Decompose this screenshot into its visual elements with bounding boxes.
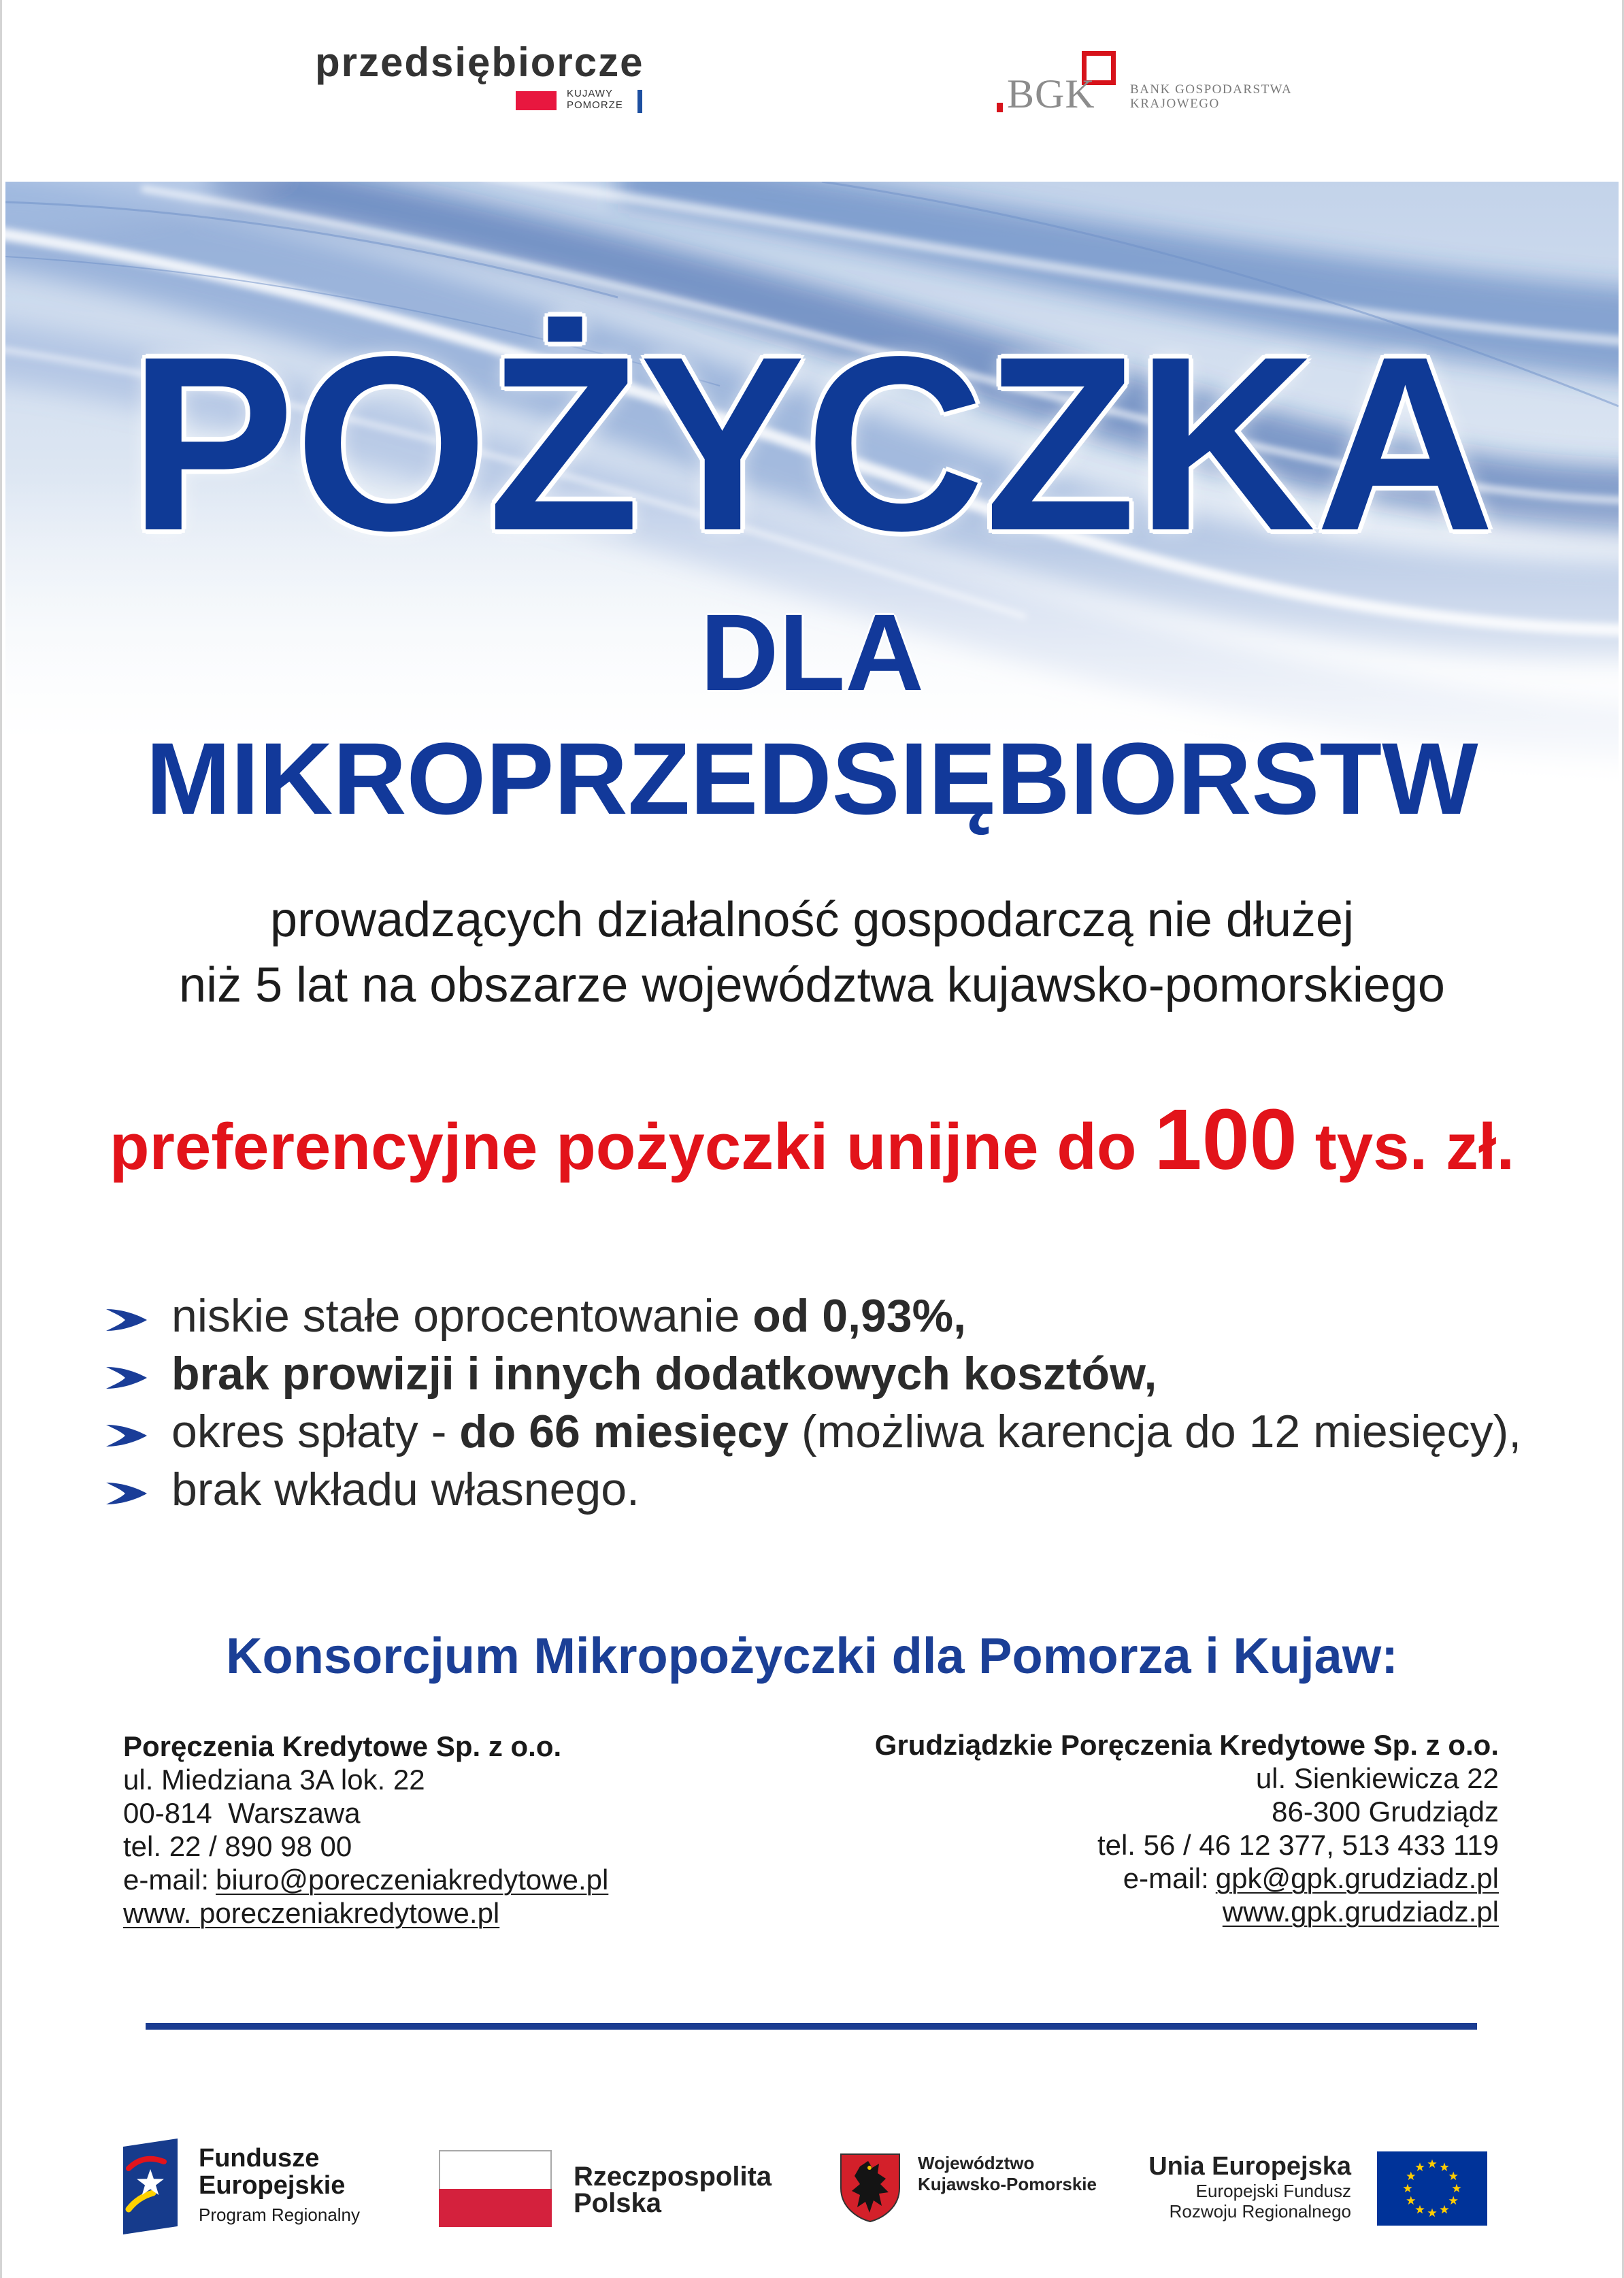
contact-website-link[interactable]: www. poreczeniakredytowe.pl [123, 1897, 500, 1929]
polish-flag-icon [439, 2150, 552, 2227]
contact-email-label: e-mail: [1123, 1862, 1209, 1894]
chevron-right-icon [105, 1480, 148, 1507]
offer-amount: 100 [1154, 1091, 1297, 1187]
contact-company-name: Poręczenia Kredytowe Sp. z o.o. [123, 1730, 562, 1762]
contact-website-link[interactable]: www.gpk.grudziadz.pl [1222, 1896, 1499, 1928]
przedsiebiorcze-region [567, 88, 623, 111]
flag-red-stripe [439, 2189, 552, 2227]
contact-card-grudziadz [875, 1728, 1499, 1928]
headline-subtitle-2: MIKROPRZEDSIĘBIORSTW [146, 721, 1478, 836]
contact-email-label: e-mail: [123, 1864, 210, 1896]
przedsiebiorcze-blue-mark [637, 90, 642, 113]
list-item [105, 1403, 1521, 1461]
benefit-highlight: do 66 miesięcy [459, 1406, 789, 1457]
unia-europejska-text [1148, 2152, 1351, 2222]
contact-www-row [875, 1895, 1499, 1928]
bgk-dot-mark [997, 103, 1003, 112]
contact-address: ul. Miedziana 3A lok. 22 [123, 1764, 425, 1796]
chevron-right-icon [105, 1422, 148, 1449]
coat-of-arms-icon [840, 2153, 901, 2223]
przedsiebiorcze-logo-text: przedsiębiorcze [315, 39, 644, 85]
contact-email-link[interactable]: biuro@poreczeniakredytowe.pl [216, 1864, 609, 1896]
headline-subtitle-1: DLA [700, 591, 924, 713]
benefit-highlight: brak prowizji i innych dodatkowych kosztów, [171, 1348, 1157, 1400]
przedsiebiorcze-region-line2: POMORZE [567, 99, 623, 111]
contact-card-warszawa [123, 1730, 608, 1930]
contact-email-row [123, 1863, 608, 1896]
fe-line-1: Fundusze [199, 2144, 320, 2173]
eligibility-text [0, 887, 1624, 1018]
fundusze-europejskie-logo-icon [123, 2139, 178, 2234]
benefit-highlight: od 0,93%, [752, 1290, 966, 1342]
list-item [105, 1461, 1521, 1519]
offer-line [0, 1091, 1624, 1187]
flag-white-stripe [439, 2150, 552, 2189]
bgk-name-line1: BANK GOSPODARSTWA [1130, 82, 1293, 97]
benefit-text: brak wkładu własnego. [171, 1464, 640, 1515]
bgk-name-line2: KRAJOWEGO [1130, 97, 1220, 111]
contact-email-link[interactable]: gpk@gpk.grudziadz.pl [1215, 1862, 1499, 1894]
benefit-note: (możliwa karencja do 12 miesięcy), [789, 1406, 1522, 1457]
contact-city: 00-814 Warszawa [123, 1797, 361, 1829]
contact-company-name: Grudziądzkie Poręczenia Kredytowe Sp. z o.o. [874, 1729, 1499, 1761]
contact-address: ul. Sienkiewicza 22 [1255, 1762, 1499, 1794]
rzeczpospolita-text [574, 2164, 772, 2217]
rp-line-1: Rzeczpospolita [574, 2162, 772, 2192]
eligibility-line-2: niż 5 lat na obszarze województwa kujawsko-pomorskiego [179, 958, 1445, 1012]
fundusze-europejskie-text [199, 2145, 360, 2228]
contact-www-row [123, 1896, 608, 1930]
ue-line-3: Rozwoju Regionalnego [1169, 2201, 1351, 2222]
consortium-title: Konsorcjum Mikropożyczki dla Pomorza i Kujaw: [226, 1628, 1398, 1684]
fe-line-2: Europejskie [199, 2171, 346, 2200]
offer-suffix: tys. zł. [1314, 1110, 1515, 1183]
przedsiebiorcze-region-line1: KUJAWY [567, 88, 613, 99]
chevron-right-icon [105, 1306, 148, 1334]
ue-line-1: Unia Europejska [1148, 2152, 1351, 2181]
list-item [105, 1287, 1521, 1345]
chevron-right-icon [105, 1364, 148, 1391]
contact-city: 86-300 Grudziądz [1272, 1796, 1499, 1828]
eligibility-line-1: prowadzących działalność gospodarczą nie dłużej [270, 893, 1354, 947]
list-item [105, 1345, 1521, 1403]
contact-phone: tel. 56 / 46 12 377, 513 433 119 [1097, 1829, 1499, 1861]
ue-line-2: Europejski Fundusz [1195, 2181, 1351, 2201]
fe-line-3: Program Regionalny [199, 2205, 361, 2225]
bgk-full-name [1130, 82, 1292, 111]
divider-line [146, 2023, 1477, 2030]
benefit-text: okres spłaty - [171, 1406, 460, 1457]
rp-line-2: Polska [574, 2188, 661, 2218]
headline-title: POŻYCZKA [129, 306, 1495, 582]
wojewodztwo-text [918, 2153, 1097, 2195]
woj-line-1: Województwo [918, 2153, 1035, 2173]
contact-email-row [875, 1862, 1499, 1895]
contact-phone: tel. 22 / 890 98 00 [123, 1830, 352, 1862]
eu-flag-icon [1377, 2151, 1487, 2226]
woj-line-2: Kujawsko-Pomorskie [918, 2174, 1097, 2194]
przedsiebiorcze-red-mark [516, 91, 557, 110]
benefit-text: niskie stałe oprocentowanie [171, 1290, 753, 1342]
bgk-abbr: BGK [1007, 71, 1095, 116]
offer-prefix: preferencyjne pożyczki unijne do [109, 1110, 1137, 1183]
benefits-list [105, 1287, 1521, 1519]
